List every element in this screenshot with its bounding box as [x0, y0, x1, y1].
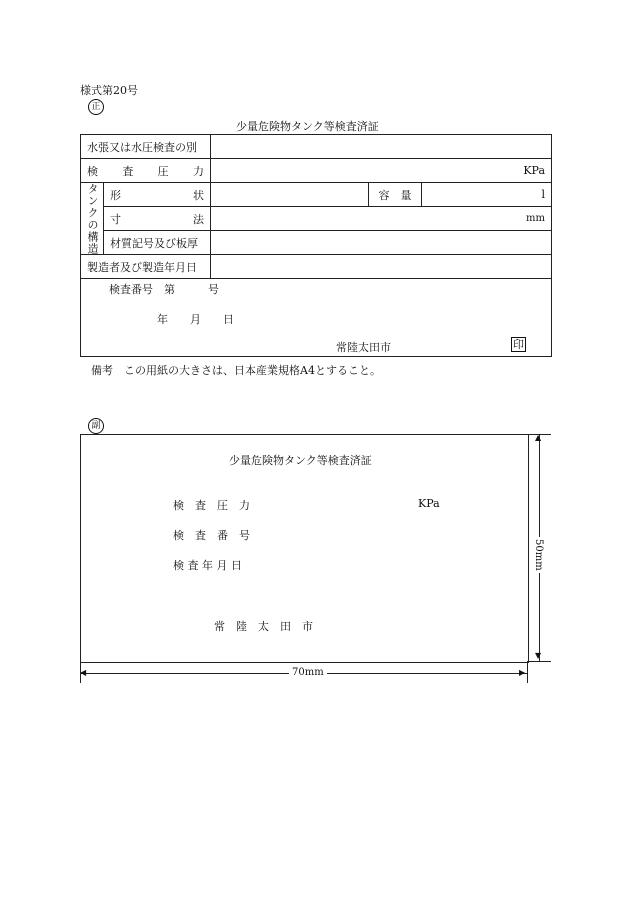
footer-block	[81, 279, 552, 357]
tank-structure-label: タンクの構造	[81, 183, 104, 255]
width-dimension-label: 70mm	[289, 667, 327, 678]
height-dimension-tick	[529, 661, 551, 662]
inspection-type-value	[211, 135, 552, 159]
table-row	[81, 159, 552, 183]
form-number: 様式第20号	[80, 84, 138, 97]
dimension-unit: mm	[211, 207, 552, 231]
copy-city-name: 常 陸 太 田 市	[214, 620, 313, 633]
copy-date-label: 検 査 年 月 日	[173, 559, 242, 572]
shape-value	[211, 183, 369, 207]
table-row	[81, 183, 552, 207]
inspection-certificate-table	[80, 134, 552, 357]
seal-copy-mark: 副	[88, 418, 104, 434]
inspection-number-label: 検査番号 第 号	[109, 283, 219, 296]
copy-pressure-label: 検 査 圧 力	[173, 499, 250, 512]
dimension-label: 寸 法	[104, 207, 211, 231]
arrow-down-icon: ▼	[535, 651, 542, 660]
table-row	[81, 231, 552, 255]
manufacturer-value	[211, 255, 552, 279]
height-dimension-label: 50mm	[533, 539, 544, 571]
arrow-left-icon: ◀	[80, 668, 87, 677]
seal-main-mark: 正	[88, 99, 104, 115]
copy-pressure-unit: KPa	[418, 497, 440, 510]
shape-label: 形 状	[104, 183, 211, 207]
copy-number-label: 検 査 番 号	[173, 529, 250, 542]
table-row	[81, 207, 552, 231]
capacity-unit: l	[422, 183, 552, 207]
manufacturer-label: 製造者及び製造年月日	[81, 255, 211, 279]
pressure-label: 検 査 圧 力	[81, 159, 211, 183]
main-title: 少量危険物タンク等検査済証	[236, 120, 379, 133]
copy-certificate-box	[80, 434, 529, 663]
copy-title: 少量危険物タンク等検査済証	[229, 454, 372, 467]
city-name: 常陸太田市	[336, 341, 391, 354]
material-label: 材質記号及び板厚	[104, 231, 211, 255]
table-row	[81, 255, 552, 279]
capacity-label: 容 量	[369, 183, 422, 207]
arrow-up-icon: ▲	[535, 433, 542, 442]
inspection-type-label: 水張又は水圧検査の別	[81, 135, 211, 159]
stamp-mark: 印	[513, 338, 524, 351]
remarks-note: 備考 この用紙の大きさは、日本産業規格A4とすること。	[91, 364, 381, 377]
width-dimension-tick	[527, 661, 528, 683]
inspection-date-label: 年 月 日	[157, 313, 234, 326]
table-row	[81, 135, 552, 159]
pressure-unit: KPa	[211, 159, 552, 183]
material-value	[211, 231, 552, 255]
table-row	[81, 279, 552, 357]
arrow-right-icon: ▶	[519, 668, 526, 677]
